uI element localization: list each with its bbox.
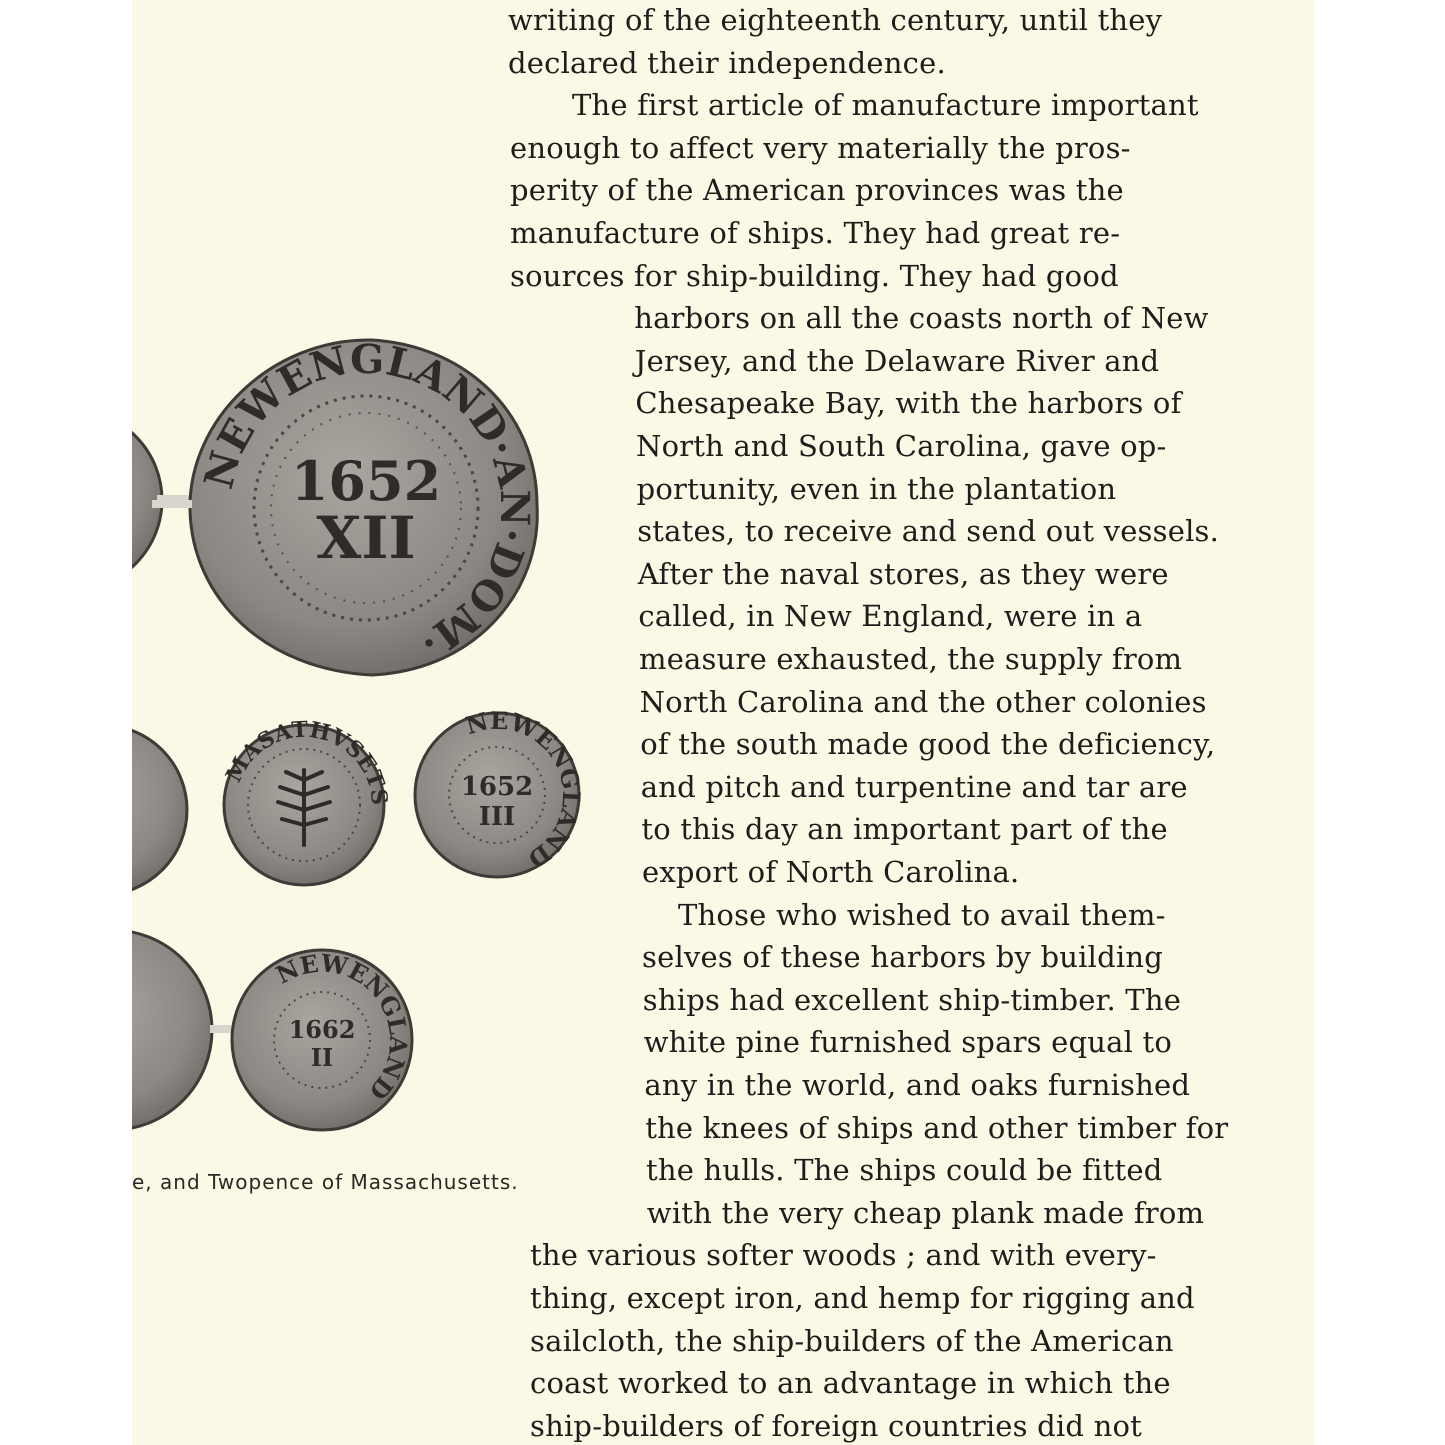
twopence-year: 1662 <box>288 1015 356 1044</box>
right-column-line: selves of these harbors by building <box>642 940 1163 975</box>
threepence-coin <box>415 706 586 877</box>
right-column-line: the various softer woods ; and with every- <box>530 1238 1157 1273</box>
right-column-line: North and South Carolina, gave op- <box>636 429 1167 463</box>
shilling-legend: NEWENGLAND·AN·DOM· <box>195 335 539 667</box>
right-column-line: After the naval stores, as they were <box>637 556 1169 591</box>
right-column-line: of the south made good the deficiency, <box>640 727 1216 762</box>
right-column-line: North Carolina and the other colonies <box>639 684 1207 719</box>
right-column-line: writing of the eighteenth century, until they <box>508 3 1163 37</box>
right-column-line: and pitch and turpentine and tar are <box>640 769 1188 804</box>
pine-tree-legend: MASATHVSETS <box>220 716 393 807</box>
threepence-year: 1652 <box>460 772 534 802</box>
right-column-line: The first article of manufacture important <box>572 88 1199 123</box>
figure-caption: e, and Twopence of Massachusetts. <box>132 1170 519 1194</box>
twopence-value: II <box>310 1043 334 1072</box>
right-column-line: Jersey, and the Delaware River and <box>634 343 1160 378</box>
twopence-legend: NEWENGLAND <box>271 948 414 1106</box>
right-column-line: to this day an important part of the <box>641 812 1168 847</box>
right-column-line: declared their independence. <box>508 45 946 80</box>
right-column-line: ships had excellent ship-timber. The <box>642 982 1182 1017</box>
right-column-line: export of North Carolina. <box>642 855 1020 889</box>
right-column-line: called, in New England, were in a <box>638 599 1143 634</box>
right-column-line: enough to affect very materially the pros- <box>510 130 1131 165</box>
pine-tree-coin <box>221 717 393 885</box>
right-column-line: coast worked to an advantage in which the <box>530 1366 1171 1401</box>
right-column-line: manufacture of ships. They had great re- <box>510 216 1121 250</box>
right-column-line: Chesapeake Bay, with the harbors of <box>635 386 1182 421</box>
right-column-line: Those who wished to avail them- <box>678 897 1166 932</box>
shilling-year: 1652 <box>290 449 442 513</box>
right-column-line: harbors on all the coasts north of New <box>634 301 1209 336</box>
shilling-coin <box>152 336 538 675</box>
right-column-line: states, to receive and send out vessels. <box>637 514 1220 549</box>
right-column-line: measure exhausted, the supply from <box>639 642 1183 676</box>
right-column-line: the knees of ships and other timber for <box>645 1110 1229 1145</box>
right-column-line: sources for ship-building. They had good <box>510 258 1119 293</box>
right-column-line: white pine furnished spars equal to <box>643 1025 1173 1060</box>
right-column-line: sailcloth, the ship-builders of the American <box>530 1323 1174 1358</box>
partial-coin-middle <box>132 725 187 895</box>
right-column-line: ship-builders of foreign countries did not <box>530 1408 1142 1443</box>
twopence-coin <box>232 948 413 1130</box>
right-column-line: any in the world, and oaks furnished <box>644 1068 1191 1102</box>
threepence-value: III <box>478 802 516 832</box>
shilling-value: XII <box>316 504 416 572</box>
book-page <box>132 0 1314 1445</box>
right-column-line: thing, except iron, and hemp for rigging and <box>530 1281 1195 1315</box>
partial-coin-bottom <box>132 930 246 1130</box>
right-column-line: perity of the American provinces was the <box>510 173 1124 208</box>
right-column-line: the hulls. The ships could be fitted <box>646 1153 1163 1188</box>
right-column-line: with the very cheap plank made from <box>646 1195 1205 1230</box>
threepence-legend: NEWENGLAND <box>462 705 587 874</box>
right-column-line: portunity, even in the plantation <box>636 471 1117 506</box>
coin-illustration <box>132 330 612 1180</box>
